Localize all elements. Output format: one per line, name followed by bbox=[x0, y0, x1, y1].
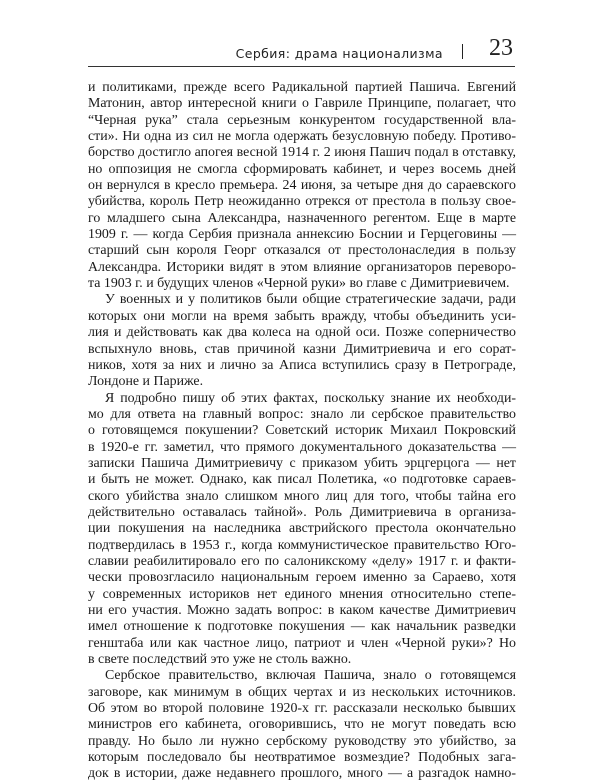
text-line: Лондоне и Париже. bbox=[88, 374, 204, 390]
page-body bbox=[88, 80, 516, 783]
text-line: ского убийства знало слишком много лиц для того, чтобы тайна его bbox=[88, 488, 516, 504]
text-line: заговоре, как минимум в общих чертах и из нескольких источников. bbox=[88, 684, 516, 700]
text-line: У военных и у политиков были общие стратегические задачи, ради bbox=[105, 292, 516, 308]
text-line: мо для ответа на главный вопрос: знало ли сербское правительство bbox=[88, 406, 516, 422]
text-line: которым последовало бы неотвратимое возмездие? Подобных зага- bbox=[88, 750, 516, 766]
text-line: и быть не может. Однако, как писал Полетика, «о подготовке сараев- bbox=[88, 472, 516, 488]
text-line: но оппозиция не смогла сформировать кабинет, и через восемь дней bbox=[88, 161, 516, 177]
text-line: имел отношение к подготовке покушения — как начальник разведки bbox=[88, 619, 516, 635]
text-line: генштаба или как частное лицо, патриот и член «Черной руки»? Но bbox=[88, 635, 516, 651]
text-line: “Черная рука” стала серьезным конкурентом государственной вла- bbox=[88, 112, 516, 128]
text-line: у современных историков нет единого мнения относительно степе- bbox=[88, 586, 516, 602]
text-line: Александра. Историки видят в этом влияние организаторов переворо- bbox=[88, 259, 516, 275]
text-line: славии реабилитировало его по салоникскому «делу» 1917 г. и факти- bbox=[88, 553, 516, 569]
running-header bbox=[88, 35, 515, 67]
text-line: министров его кабинета, оговорившись, что не могут поведать всю bbox=[88, 717, 516, 733]
text-line: лия и действовать как два колеса на одной оси. Позже соперничество bbox=[88, 325, 516, 341]
text-line: и политиками, прежде всего Радикальной партией Пашича. Евгений bbox=[88, 80, 516, 95]
text-line: сти». Ни одна из сил не могла одержать безусловную победу. Противо- bbox=[88, 129, 516, 145]
text-line: в свете последствий это уже не столь важно. bbox=[88, 652, 352, 668]
text-line: убийства, король Петр неожиданно отрекся от престола в пользу свое- bbox=[88, 194, 516, 210]
text-line: которых они могли на время забыть вражду, чтобы объединить уси- bbox=[88, 308, 516, 324]
page-number: 23 bbox=[489, 35, 513, 61]
text-line: ников, хотя за них и лично за Аписа вступились сразу в Петрограде, bbox=[88, 357, 516, 373]
text-line: ни его участия. Можно задать вопрос: в каком качестве Димитриевич bbox=[88, 603, 516, 618]
text-line: он вернулся в кресло премьера. 24 июня, за четыре дня до сараевского bbox=[88, 178, 516, 194]
paragraph bbox=[88, 391, 516, 669]
text-line: та 1903 г. и будущих членов «Черной руки» во главе с Димитриевичем. bbox=[88, 276, 510, 292]
paragraph bbox=[88, 292, 516, 390]
text-line: в 1920-е гг. заметил, что прямого документального доказательства — bbox=[88, 439, 516, 455]
text-line: док в истории, даже недавнего прошлого, много — а разгадок намно- bbox=[88, 766, 516, 782]
text-line: подтвердилась в 1953 г., когда коммунистическое правительство Юго- bbox=[88, 537, 516, 553]
text-line: 1909 г. — когда Сербия признала аннексию Боснии и Герцеговины — bbox=[88, 227, 516, 243]
paragraph bbox=[88, 668, 516, 782]
text-line: действительно оставалась тайной». Роль Димитриевича в организа- bbox=[88, 504, 516, 520]
header-separator bbox=[462, 44, 464, 59]
text-line: чески провозгласило национальным героем именно за Сараево, хотя bbox=[88, 570, 516, 586]
text-line: вспыхнуло вновь, став причиной казни Димитриевича и его сорат- bbox=[88, 341, 516, 357]
text-line: Матонин, автор интересной книги о Гавриле Принципе, полагает, что bbox=[88, 96, 516, 112]
text-line: ции покушения на наследника австрийского престола окончательно bbox=[88, 521, 516, 537]
text-line: го младшего сына Александра, назначенного регентом. Еще в марте bbox=[88, 210, 516, 226]
running-title: Сербия: драма национализма bbox=[235, 46, 443, 61]
text-line: Сербское правительство, включая Пашича, знало о готовящемся bbox=[105, 668, 516, 684]
text-line: старший сын короля Георг отказался от престолонаследия в пользу bbox=[88, 243, 516, 259]
text-line: записки Пашича Димитриевичу с приказом убить эрцгерцога — нет bbox=[88, 455, 516, 471]
text-line: правду. Но было ли нужно сербскому руководству это убийство, за bbox=[88, 733, 516, 749]
paragraph bbox=[88, 80, 516, 292]
text-line: Об этом во второй половине 1920-х гг. рассказали несколько бывших bbox=[88, 701, 516, 717]
text-line: борство достигло апогея весной 1914 г. 2 июня Пашич подал в отставку, bbox=[88, 145, 516, 161]
text-line: о готовящемся покушении? Советский историк Михаил Покровский bbox=[88, 423, 516, 439]
text-line: Я подробно пишу об этих фактах, поскольку знание их необходи- bbox=[105, 390, 516, 406]
